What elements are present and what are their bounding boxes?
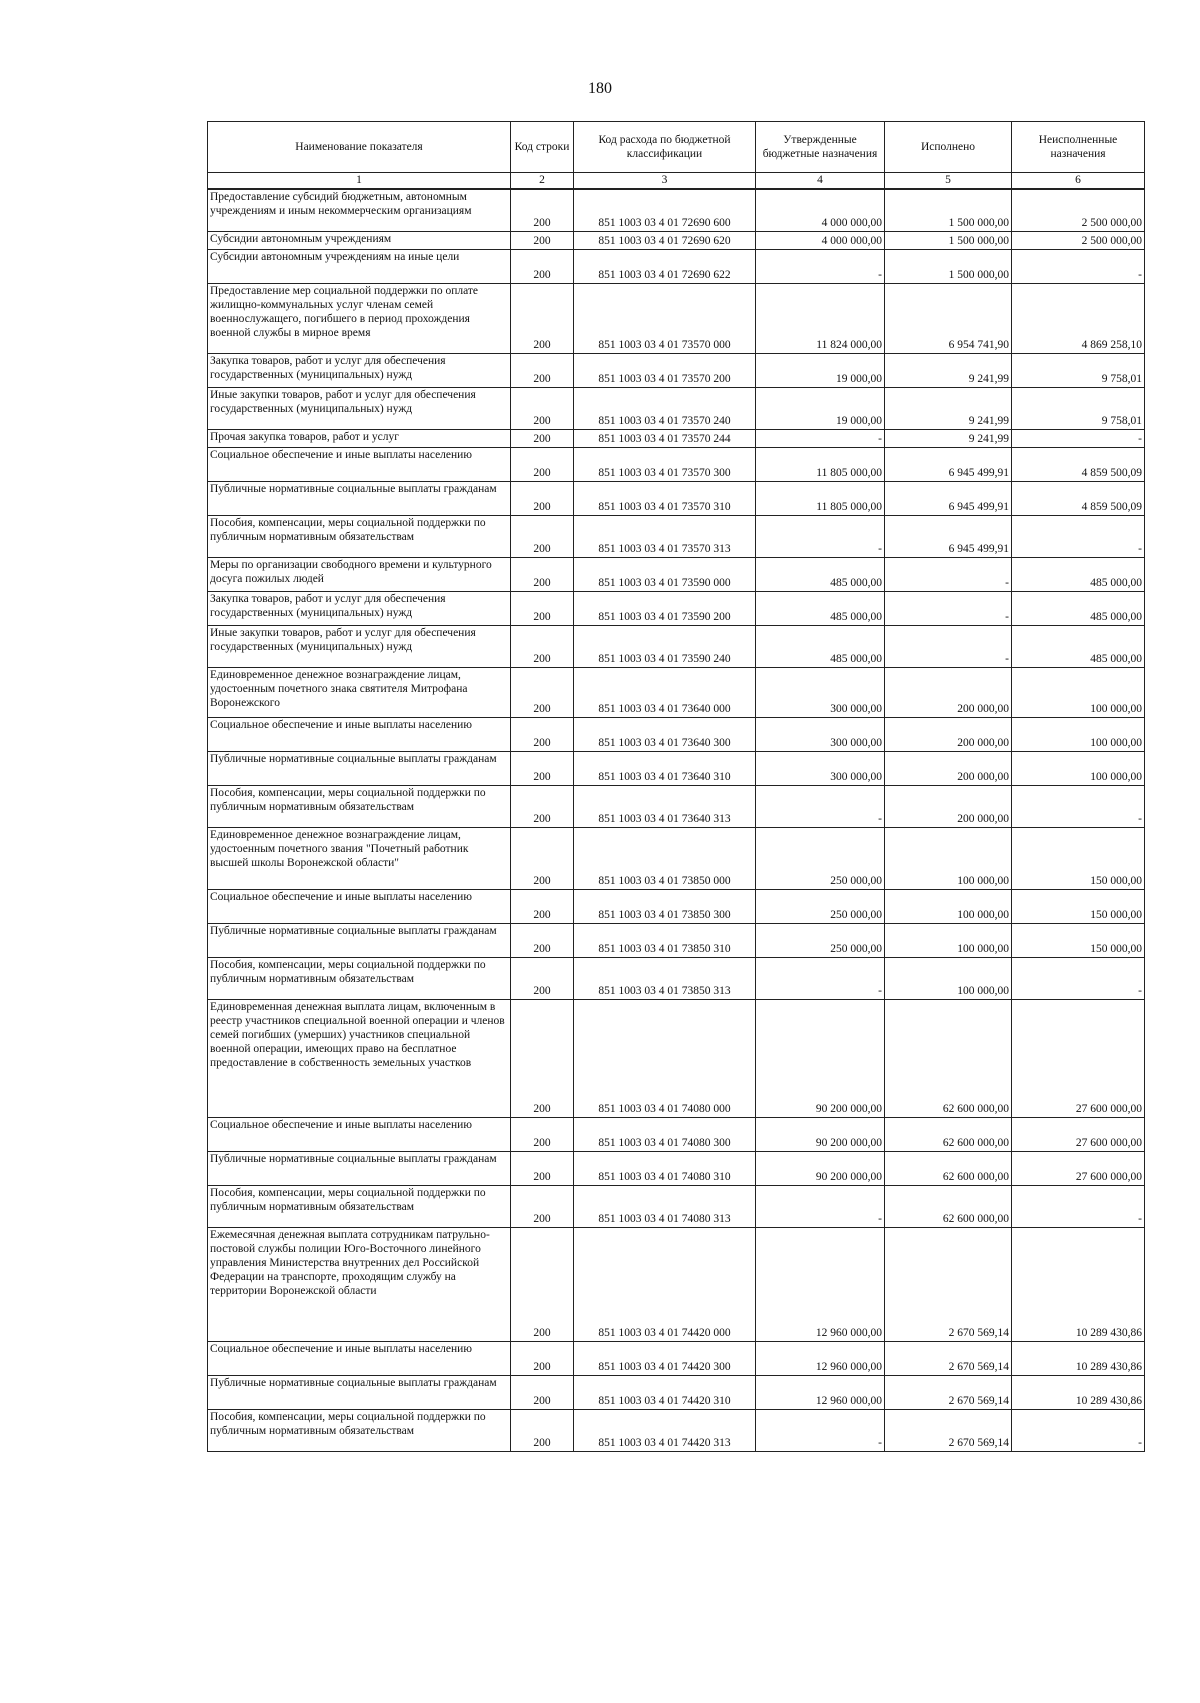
page-number: 180 xyxy=(588,80,612,97)
row-executed-amount: 62 600 000,00 xyxy=(885,999,1012,1117)
row-approved-amount: 4 000 000,00 xyxy=(756,231,885,249)
column-number: 1 xyxy=(208,173,511,190)
row-line-code: 200 xyxy=(511,625,574,667)
row-budget-code: 851 1003 03 4 01 72690 600 xyxy=(574,189,756,231)
row-line-code: 200 xyxy=(511,429,574,447)
row-approved-amount: 90 200 000,00 xyxy=(756,999,885,1117)
row-executed-amount: 6 945 499,91 xyxy=(885,515,1012,557)
row-unexecuted-amount: - xyxy=(1012,429,1145,447)
row-budget-code: 851 1003 03 4 01 73850 313 xyxy=(574,957,756,999)
row-unexecuted-amount: 2 500 000,00 xyxy=(1012,189,1145,231)
row-unexecuted-amount: 150 000,00 xyxy=(1012,889,1145,923)
table-row xyxy=(208,353,1145,387)
table-row xyxy=(208,1151,1145,1185)
row-executed-amount: 6 945 499,91 xyxy=(885,481,1012,515)
row-line-code: 200 xyxy=(511,827,574,889)
row-approved-amount: 250 000,00 xyxy=(756,889,885,923)
row-executed-amount: 2 670 569,14 xyxy=(885,1341,1012,1375)
row-indicator-name: Иные закупки товаров, работ и услуг для обеспечения государственных (муниципальных) нужд xyxy=(208,387,511,429)
row-budget-code: 851 1003 03 4 01 73570 300 xyxy=(574,447,756,481)
row-executed-amount: 200 000,00 xyxy=(885,785,1012,827)
row-budget-code: 851 1003 03 4 01 74420 313 xyxy=(574,1409,756,1451)
row-unexecuted-amount: - xyxy=(1012,515,1145,557)
row-indicator-name: Пособия, компенсации, меры социальной поддержки по публичным нормативным обязательствам xyxy=(208,1185,511,1227)
row-executed-amount: 200 000,00 xyxy=(885,751,1012,785)
row-line-code: 200 xyxy=(511,283,574,353)
table-row xyxy=(208,1117,1145,1151)
row-line-code: 200 xyxy=(511,667,574,717)
row-unexecuted-amount: 2 500 000,00 xyxy=(1012,231,1145,249)
table-row xyxy=(208,1341,1145,1375)
row-budget-code: 851 1003 03 4 01 73850 000 xyxy=(574,827,756,889)
row-unexecuted-amount: 150 000,00 xyxy=(1012,827,1145,889)
row-line-code: 200 xyxy=(511,1375,574,1409)
row-approved-amount: - xyxy=(756,1409,885,1451)
column-number: 4 xyxy=(756,173,885,190)
row-executed-amount: 1 500 000,00 xyxy=(885,189,1012,231)
row-approved-amount: 12 960 000,00 xyxy=(756,1341,885,1375)
row-indicator-name: Единовременное денежное вознаграждение лицам, удостоенным почетного звания "Почетный работник высшей школы Воронежской области" xyxy=(208,827,511,889)
row-executed-amount: 2 670 569,14 xyxy=(885,1375,1012,1409)
row-approved-amount: 11 824 000,00 xyxy=(756,283,885,353)
table-row xyxy=(208,1227,1145,1341)
table-row xyxy=(208,481,1145,515)
row-budget-code: 851 1003 03 4 01 73640 313 xyxy=(574,785,756,827)
row-indicator-name: Прочая закупка товаров, работ и услуг xyxy=(208,429,511,447)
header-line-code: Код строки xyxy=(511,122,574,173)
table-row xyxy=(208,429,1145,447)
table-row xyxy=(208,387,1145,429)
row-indicator-name: Пособия, компенсации, меры социальной поддержки по публичным нормативным обязательствам xyxy=(208,957,511,999)
row-indicator-name: Пособия, компенсации, меры социальной поддержки по публичным нормативным обязательствам xyxy=(208,1409,511,1451)
row-indicator-name: Ежемесячная денежная выплата сотрудникам патрульно-постовой службы полиции Юго-Восточного линейного управления Министерства внутренних дел Российской Федерации на транспорте, проходящим службу на территории Воронежской области xyxy=(208,1227,511,1341)
row-unexecuted-amount: - xyxy=(1012,1185,1145,1227)
row-line-code: 200 xyxy=(511,231,574,249)
table-row xyxy=(208,557,1145,591)
row-unexecuted-amount: 4 869 258,10 xyxy=(1012,283,1145,353)
row-approved-amount: 19 000,00 xyxy=(756,353,885,387)
row-indicator-name: Публичные нормативные социальные выплаты гражданам xyxy=(208,481,511,515)
row-approved-amount: 250 000,00 xyxy=(756,923,885,957)
budget-execution-table xyxy=(207,121,1145,1452)
row-approved-amount: - xyxy=(756,249,885,283)
row-approved-amount: 4 000 000,00 xyxy=(756,189,885,231)
column-number: 6 xyxy=(1012,173,1145,190)
row-unexecuted-amount: - xyxy=(1012,1409,1145,1451)
row-executed-amount: - xyxy=(885,557,1012,591)
row-budget-code: 851 1003 03 4 01 73640 000 xyxy=(574,667,756,717)
row-line-code: 200 xyxy=(511,249,574,283)
column-number: 3 xyxy=(574,173,756,190)
row-indicator-name: Социальное обеспечение и иные выплаты населению xyxy=(208,717,511,751)
row-executed-amount: 6 945 499,91 xyxy=(885,447,1012,481)
row-line-code: 200 xyxy=(511,717,574,751)
row-line-code: 200 xyxy=(511,353,574,387)
row-executed-amount: 2 670 569,14 xyxy=(885,1227,1012,1341)
row-budget-code: 851 1003 03 4 01 74080 310 xyxy=(574,1151,756,1185)
header-executed: Исполнено xyxy=(885,122,1012,173)
row-indicator-name: Социальное обеспечение и иные выплаты населению xyxy=(208,1341,511,1375)
column-number: 2 xyxy=(511,173,574,190)
row-executed-amount: 9 241,99 xyxy=(885,429,1012,447)
row-line-code: 200 xyxy=(511,751,574,785)
row-indicator-name: Социальное обеспечение и иные выплаты населению xyxy=(208,889,511,923)
row-approved-amount: - xyxy=(756,515,885,557)
row-budget-code: 851 1003 03 4 01 73570 000 xyxy=(574,283,756,353)
row-line-code: 200 xyxy=(511,999,574,1117)
table-row xyxy=(208,751,1145,785)
table-header-row xyxy=(208,122,1145,173)
row-line-code: 200 xyxy=(511,1227,574,1341)
row-approved-amount: 90 200 000,00 xyxy=(756,1117,885,1151)
row-unexecuted-amount: 100 000,00 xyxy=(1012,717,1145,751)
table-row xyxy=(208,515,1145,557)
table-row xyxy=(208,999,1145,1117)
row-unexecuted-amount: 9 758,01 xyxy=(1012,387,1145,429)
row-unexecuted-amount: 485 000,00 xyxy=(1012,591,1145,625)
row-approved-amount: 90 200 000,00 xyxy=(756,1151,885,1185)
row-budget-code: 851 1003 03 4 01 73570 240 xyxy=(574,387,756,429)
row-unexecuted-amount: 4 859 500,09 xyxy=(1012,481,1145,515)
row-budget-code: 851 1003 03 4 01 72690 622 xyxy=(574,249,756,283)
row-unexecuted-amount: - xyxy=(1012,249,1145,283)
row-budget-code: 851 1003 03 4 01 73590 000 xyxy=(574,557,756,591)
row-unexecuted-amount: 27 600 000,00 xyxy=(1012,1151,1145,1185)
table-row xyxy=(208,667,1145,717)
table-row xyxy=(208,447,1145,481)
row-approved-amount: 250 000,00 xyxy=(756,827,885,889)
row-indicator-name: Социальное обеспечение и иные выплаты населению xyxy=(208,1117,511,1151)
row-budget-code: 851 1003 03 4 01 74080 000 xyxy=(574,999,756,1117)
header-approved: Утвержденные бюджетные назначения xyxy=(756,122,885,173)
row-approved-amount: - xyxy=(756,957,885,999)
row-budget-code: 851 1003 03 4 01 73640 310 xyxy=(574,751,756,785)
row-budget-code: 851 1003 03 4 01 74420 300 xyxy=(574,1341,756,1375)
row-unexecuted-amount: - xyxy=(1012,785,1145,827)
column-number: 5 xyxy=(885,173,1012,190)
row-approved-amount: 485 000,00 xyxy=(756,557,885,591)
row-approved-amount: 12 960 000,00 xyxy=(756,1375,885,1409)
row-indicator-name: Субсидии автономным учреждениям xyxy=(208,231,511,249)
row-unexecuted-amount: 4 859 500,09 xyxy=(1012,447,1145,481)
table-row xyxy=(208,625,1145,667)
row-indicator-name: Меры по организации свободного времени и культурного досуга пожилых людей xyxy=(208,557,511,591)
row-budget-code: 851 1003 03 4 01 73850 300 xyxy=(574,889,756,923)
row-line-code: 200 xyxy=(511,189,574,231)
row-executed-amount: 100 000,00 xyxy=(885,889,1012,923)
row-executed-amount: 100 000,00 xyxy=(885,923,1012,957)
row-approved-amount: 300 000,00 xyxy=(756,717,885,751)
table-row xyxy=(208,591,1145,625)
row-line-code: 200 xyxy=(511,889,574,923)
table-row xyxy=(208,717,1145,751)
table-row xyxy=(208,231,1145,249)
row-line-code: 200 xyxy=(511,1341,574,1375)
row-line-code: 200 xyxy=(511,557,574,591)
row-executed-amount: 1 500 000,00 xyxy=(885,249,1012,283)
row-unexecuted-amount: 10 289 430,86 xyxy=(1012,1375,1145,1409)
row-line-code: 200 xyxy=(511,1409,574,1451)
row-executed-amount: - xyxy=(885,625,1012,667)
row-unexecuted-amount: 485 000,00 xyxy=(1012,557,1145,591)
row-approved-amount: 300 000,00 xyxy=(756,667,885,717)
row-line-code: 200 xyxy=(511,591,574,625)
row-line-code: 200 xyxy=(511,447,574,481)
table-row xyxy=(208,189,1145,231)
row-line-code: 200 xyxy=(511,785,574,827)
column-number-row xyxy=(208,173,1145,190)
row-approved-amount: - xyxy=(756,1185,885,1227)
row-indicator-name: Публичные нормативные социальные выплаты гражданам xyxy=(208,923,511,957)
row-budget-code: 851 1003 03 4 01 74080 300 xyxy=(574,1117,756,1151)
row-approved-amount: 300 000,00 xyxy=(756,751,885,785)
table-row xyxy=(208,785,1145,827)
row-executed-amount: 6 954 741,90 xyxy=(885,283,1012,353)
table-row xyxy=(208,889,1145,923)
table-row xyxy=(208,957,1145,999)
row-line-code: 200 xyxy=(511,1185,574,1227)
table-row xyxy=(208,1375,1145,1409)
row-indicator-name: Пособия, компенсации, меры социальной поддержки по публичным нормативным обязательствам xyxy=(208,515,511,557)
row-executed-amount: 100 000,00 xyxy=(885,827,1012,889)
row-indicator-name: Социальное обеспечение и иные выплаты населению xyxy=(208,447,511,481)
table-row xyxy=(208,249,1145,283)
row-approved-amount: 12 960 000,00 xyxy=(756,1227,885,1341)
row-budget-code: 851 1003 03 4 01 73590 240 xyxy=(574,625,756,667)
row-indicator-name: Публичные нормативные социальные выплаты гражданам xyxy=(208,751,511,785)
row-executed-amount: 2 670 569,14 xyxy=(885,1409,1012,1451)
row-indicator-name: Публичные нормативные социальные выплаты гражданам xyxy=(208,1375,511,1409)
row-executed-amount: 200 000,00 xyxy=(885,717,1012,751)
row-budget-code: 851 1003 03 4 01 73590 200 xyxy=(574,591,756,625)
row-executed-amount: 62 600 000,00 xyxy=(885,1151,1012,1185)
header-budget-code: Код расхода по бюджетной классификации xyxy=(574,122,756,173)
row-line-code: 200 xyxy=(511,387,574,429)
row-line-code: 200 xyxy=(511,1151,574,1185)
row-executed-amount: 9 241,99 xyxy=(885,353,1012,387)
row-line-code: 200 xyxy=(511,481,574,515)
row-budget-code: 851 1003 03 4 01 74420 310 xyxy=(574,1375,756,1409)
table-row xyxy=(208,827,1145,889)
row-approved-amount: 11 805 000,00 xyxy=(756,447,885,481)
row-budget-code: 851 1003 03 4 01 73570 310 xyxy=(574,481,756,515)
row-unexecuted-amount: 485 000,00 xyxy=(1012,625,1145,667)
row-budget-code: 851 1003 03 4 01 73850 310 xyxy=(574,923,756,957)
row-approved-amount: 19 000,00 xyxy=(756,387,885,429)
table-row xyxy=(208,923,1145,957)
row-budget-code: 851 1003 03 4 01 73640 300 xyxy=(574,717,756,751)
row-indicator-name: Единовременная денежная выплата лицам, включенным в реестр участников специальной военной операции и членов семей погибших (умерших) участников специальной военной операции, имеющих право на бесплатное предоставление в собственность земельных участков xyxy=(208,999,511,1117)
row-unexecuted-amount: 150 000,00 xyxy=(1012,923,1145,957)
row-indicator-name: Предоставление субсидий бюджетным, автономным учреждениям и иным некоммерческим организациям xyxy=(208,189,511,231)
row-unexecuted-amount: 10 289 430,86 xyxy=(1012,1227,1145,1341)
row-line-code: 200 xyxy=(511,923,574,957)
row-approved-amount: 485 000,00 xyxy=(756,625,885,667)
row-line-code: 200 xyxy=(511,957,574,999)
row-unexecuted-amount: 9 758,01 xyxy=(1012,353,1145,387)
row-indicator-name: Единовременное денежное вознаграждение лицам, удостоенным почетного знака святителя Митрофана Воронежского xyxy=(208,667,511,717)
row-executed-amount: 9 241,99 xyxy=(885,387,1012,429)
row-indicator-name: Субсидии автономным учреждениям на иные цели xyxy=(208,249,511,283)
row-executed-amount: 200 000,00 xyxy=(885,667,1012,717)
row-line-code: 200 xyxy=(511,1117,574,1151)
row-unexecuted-amount: 27 600 000,00 xyxy=(1012,999,1145,1117)
row-indicator-name: Закупка товаров, работ и услуг для обеспечения государственных (муниципальных) нужд xyxy=(208,353,511,387)
row-executed-amount: - xyxy=(885,591,1012,625)
row-indicator-name: Закупка товаров, работ и услуг для обеспечения государственных (муниципальных) нужд xyxy=(208,591,511,625)
row-budget-code: 851 1003 03 4 01 73570 244 xyxy=(574,429,756,447)
row-approved-amount: 485 000,00 xyxy=(756,591,885,625)
row-line-code: 200 xyxy=(511,515,574,557)
table-row xyxy=(208,283,1145,353)
row-budget-code: 851 1003 03 4 01 72690 620 xyxy=(574,231,756,249)
row-indicator-name: Предоставление мер социальной поддержки по оплате жилищно-коммунальных услуг членам семей военнослужащего, погибшего в период прохождения военной службы в мирное время xyxy=(208,283,511,353)
row-unexecuted-amount: 10 289 430,86 xyxy=(1012,1341,1145,1375)
row-approved-amount: - xyxy=(756,429,885,447)
row-approved-amount: 11 805 000,00 xyxy=(756,481,885,515)
row-unexecuted-amount: 100 000,00 xyxy=(1012,751,1145,785)
row-indicator-name: Пособия, компенсации, меры социальной поддержки по публичным нормативным обязательствам xyxy=(208,785,511,827)
row-executed-amount: 1 500 000,00 xyxy=(885,231,1012,249)
table-row xyxy=(208,1409,1145,1451)
row-budget-code: 851 1003 03 4 01 74420 000 xyxy=(574,1227,756,1341)
header-unexecuted: Неисполненные назначения xyxy=(1012,122,1145,173)
row-approved-amount: - xyxy=(756,785,885,827)
header-indicator-name: Наименование показателя xyxy=(208,122,511,173)
row-executed-amount: 62 600 000,00 xyxy=(885,1117,1012,1151)
row-unexecuted-amount: 27 600 000,00 xyxy=(1012,1117,1145,1151)
table-row xyxy=(208,1185,1145,1227)
row-unexecuted-amount: 100 000,00 xyxy=(1012,667,1145,717)
row-budget-code: 851 1003 03 4 01 73570 313 xyxy=(574,515,756,557)
row-executed-amount: 62 600 000,00 xyxy=(885,1185,1012,1227)
row-budget-code: 851 1003 03 4 01 73570 200 xyxy=(574,353,756,387)
row-unexecuted-amount: - xyxy=(1012,957,1145,999)
row-budget-code: 851 1003 03 4 01 74080 313 xyxy=(574,1185,756,1227)
row-indicator-name: Иные закупки товаров, работ и услуг для обеспечения государственных (муниципальных) нужд xyxy=(208,625,511,667)
row-indicator-name: Публичные нормативные социальные выплаты гражданам xyxy=(208,1151,511,1185)
row-executed-amount: 100 000,00 xyxy=(885,957,1012,999)
